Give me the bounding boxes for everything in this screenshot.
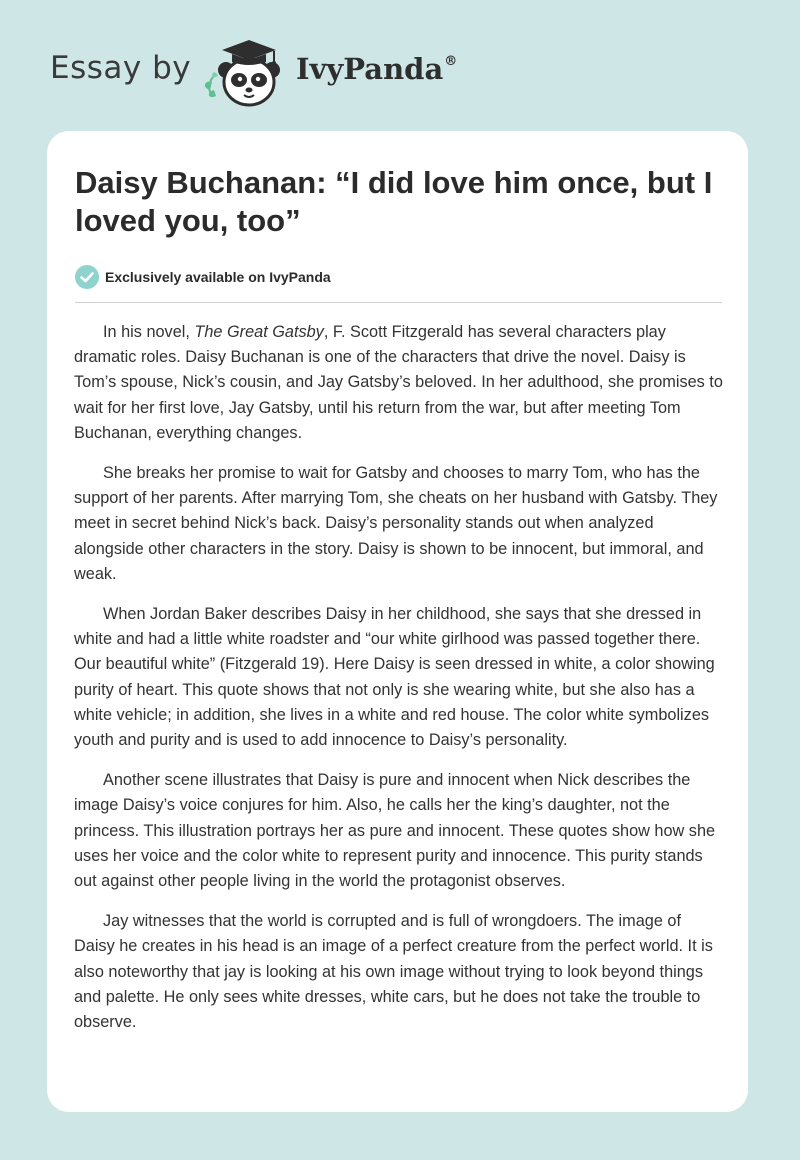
paragraph-4: Another scene illustrates that Daisy is pure and innocent when Nick describes the image Daisy’s voice conjures for him. Also, he calls her the king’s daughter, not the princess. This illustration portrays her as pure and innocent. These quotes show how she uses her voice and the color white to represent purity and innocence. This purity stands out against other people living in the world the protagonist observes.	[74, 771, 716, 891]
ivypanda-logo[interactable]	[200, 32, 296, 112]
site-header	[0, 0, 800, 130]
paragraph-2: She breaks her promise to wait for Gatsby and chooses to marry Tom, who has the support of her parents. After marrying Tom, she cheats on her husband with Gatsby. They meet in secret behind Nick’s back. Daisy’s personality stands out when analyzed alongside other characters in the story. Daisy is shown to be innocent, but immoral, and weak.	[74, 464, 718, 583]
panda-graduation-cap-icon	[200, 32, 296, 112]
essay-title: Daisy Buchanan: “I did love him once, but I loved you, too”	[75, 165, 713, 238]
title-divider	[75, 302, 722, 303]
paragraph-1-text: , F. Scott Fitzgerald has several characters play dramatic roles. Daisy Buchanan is one of the characters that drive the novel. Daisy is Tom’s spouse, Nick’s cousin, and Jay Gatsby’s beloved. In her adulthood, she promises to wait for her first love, Jay Gatsby, until his return from the war, but after meeting Tom Buchanan, everything changes.	[74, 323, 723, 442]
registered-mark: ®	[444, 54, 458, 69]
book-title: The Great Gatsby	[194, 323, 324, 341]
exclusive-badge-label: Exclusively available on IvyPanda	[105, 269, 331, 285]
paragraph-1	[74, 320, 724, 446]
paragraph-3: When Jordan Baker describes Daisy in her childhood, she says that she dressed in white and had a little white roadster and “our white girlhood was passed together there. Our beautiful white” (Fitzgerald 19). Here Daisy is seen dressed in white, a color showing purity of heart. This quote shows that not only is she wearing white, but she also has a white vehicle; in addition, she lives in a white and red house. The color white symbolizes youth and purity and is used to add innocence to Daisy’s personality.	[74, 605, 715, 750]
brand-name-text: IvyPanda	[296, 52, 444, 86]
essay-body	[74, 320, 724, 1050]
brand-name[interactable]	[296, 52, 456, 86]
essay-card	[47, 131, 748, 1112]
paragraph-1-prefix: In his novel,	[103, 323, 195, 341]
check-circle-icon	[75, 265, 99, 289]
exclusive-badge	[75, 264, 331, 290]
paragraph-5: Jay witnesses that the world is corrupted and is full of wrongdoers. The image of Daisy he creates in his head is an image of a perfect creature from the perfect world. It is also noteworthy that jay is looking at his own image without trying to look beyond things and palette. He only sees white dresses, white cars, but he does not take the trouble to observe.	[74, 912, 713, 1032]
essay-by-label: Essay by	[50, 50, 192, 86]
